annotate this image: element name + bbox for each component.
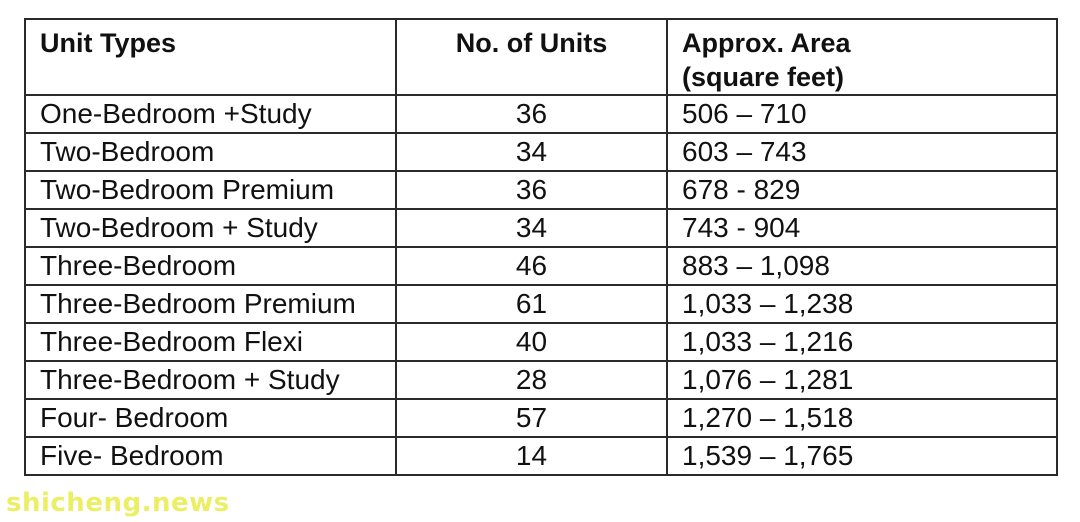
unit-type-cell: Three-Bedroom + Study xyxy=(25,361,396,399)
area-cell: 1,270 – 1,518 xyxy=(667,399,1057,437)
table-row xyxy=(25,437,1057,475)
units-cell: 36 xyxy=(396,95,667,133)
units-cell: 14 xyxy=(396,437,667,475)
area-cell: 743 - 904 xyxy=(667,209,1057,247)
units-cell: 40 xyxy=(396,323,667,361)
area-cell: 1,033 – 1,238 xyxy=(667,285,1057,323)
table-row xyxy=(25,361,1057,399)
units-cell: 57 xyxy=(396,399,667,437)
header-approx-area xyxy=(667,19,1057,95)
table-row xyxy=(25,399,1057,437)
unit-type-cell: Two-Bedroom + Study xyxy=(25,209,396,247)
unit-type-cell: Three-Bedroom Premium xyxy=(25,285,396,323)
table-row xyxy=(25,209,1057,247)
header-unit-types: Unit Types xyxy=(25,19,396,95)
area-cell: 1,033 – 1,216 xyxy=(667,323,1057,361)
table-row xyxy=(25,171,1057,209)
area-cell: 1,539 – 1,765 xyxy=(667,437,1057,475)
area-cell: 883 – 1,098 xyxy=(667,247,1057,285)
table-row xyxy=(25,285,1057,323)
units-cell: 34 xyxy=(396,209,667,247)
table-header-row xyxy=(25,19,1057,95)
unit-type-cell: Five- Bedroom xyxy=(25,437,396,475)
table-row xyxy=(25,323,1057,361)
table-row xyxy=(25,247,1057,285)
header-approx-area-line2: (square feet) xyxy=(682,62,845,92)
unit-type-cell: Two-Bedroom Premium xyxy=(25,171,396,209)
header-approx-area-line1: Approx. Area xyxy=(682,28,851,58)
units-cell: 46 xyxy=(396,247,667,285)
table-row xyxy=(25,133,1057,171)
area-cell: 1,076 – 1,281 xyxy=(667,361,1057,399)
unit-type-cell: Three-Bedroom Flexi xyxy=(25,323,396,361)
units-cell: 61 xyxy=(396,285,667,323)
units-cell: 34 xyxy=(396,133,667,171)
area-cell: 506 – 710 xyxy=(667,95,1057,133)
table-row xyxy=(25,95,1057,133)
unit-types-table xyxy=(24,18,1058,476)
unit-type-cell: One-Bedroom +Study xyxy=(25,95,396,133)
area-cell: 603 – 743 xyxy=(667,133,1057,171)
watermark: shicheng.news xyxy=(6,488,230,518)
unit-type-cell: Two-Bedroom xyxy=(25,133,396,171)
unit-type-cell: Four- Bedroom xyxy=(25,399,396,437)
unit-type-cell: Three-Bedroom xyxy=(25,247,396,285)
header-no-of-units: No. of Units xyxy=(396,19,667,95)
area-cell: 678 - 829 xyxy=(667,171,1057,209)
units-cell: 28 xyxy=(396,361,667,399)
units-cell: 36 xyxy=(396,171,667,209)
